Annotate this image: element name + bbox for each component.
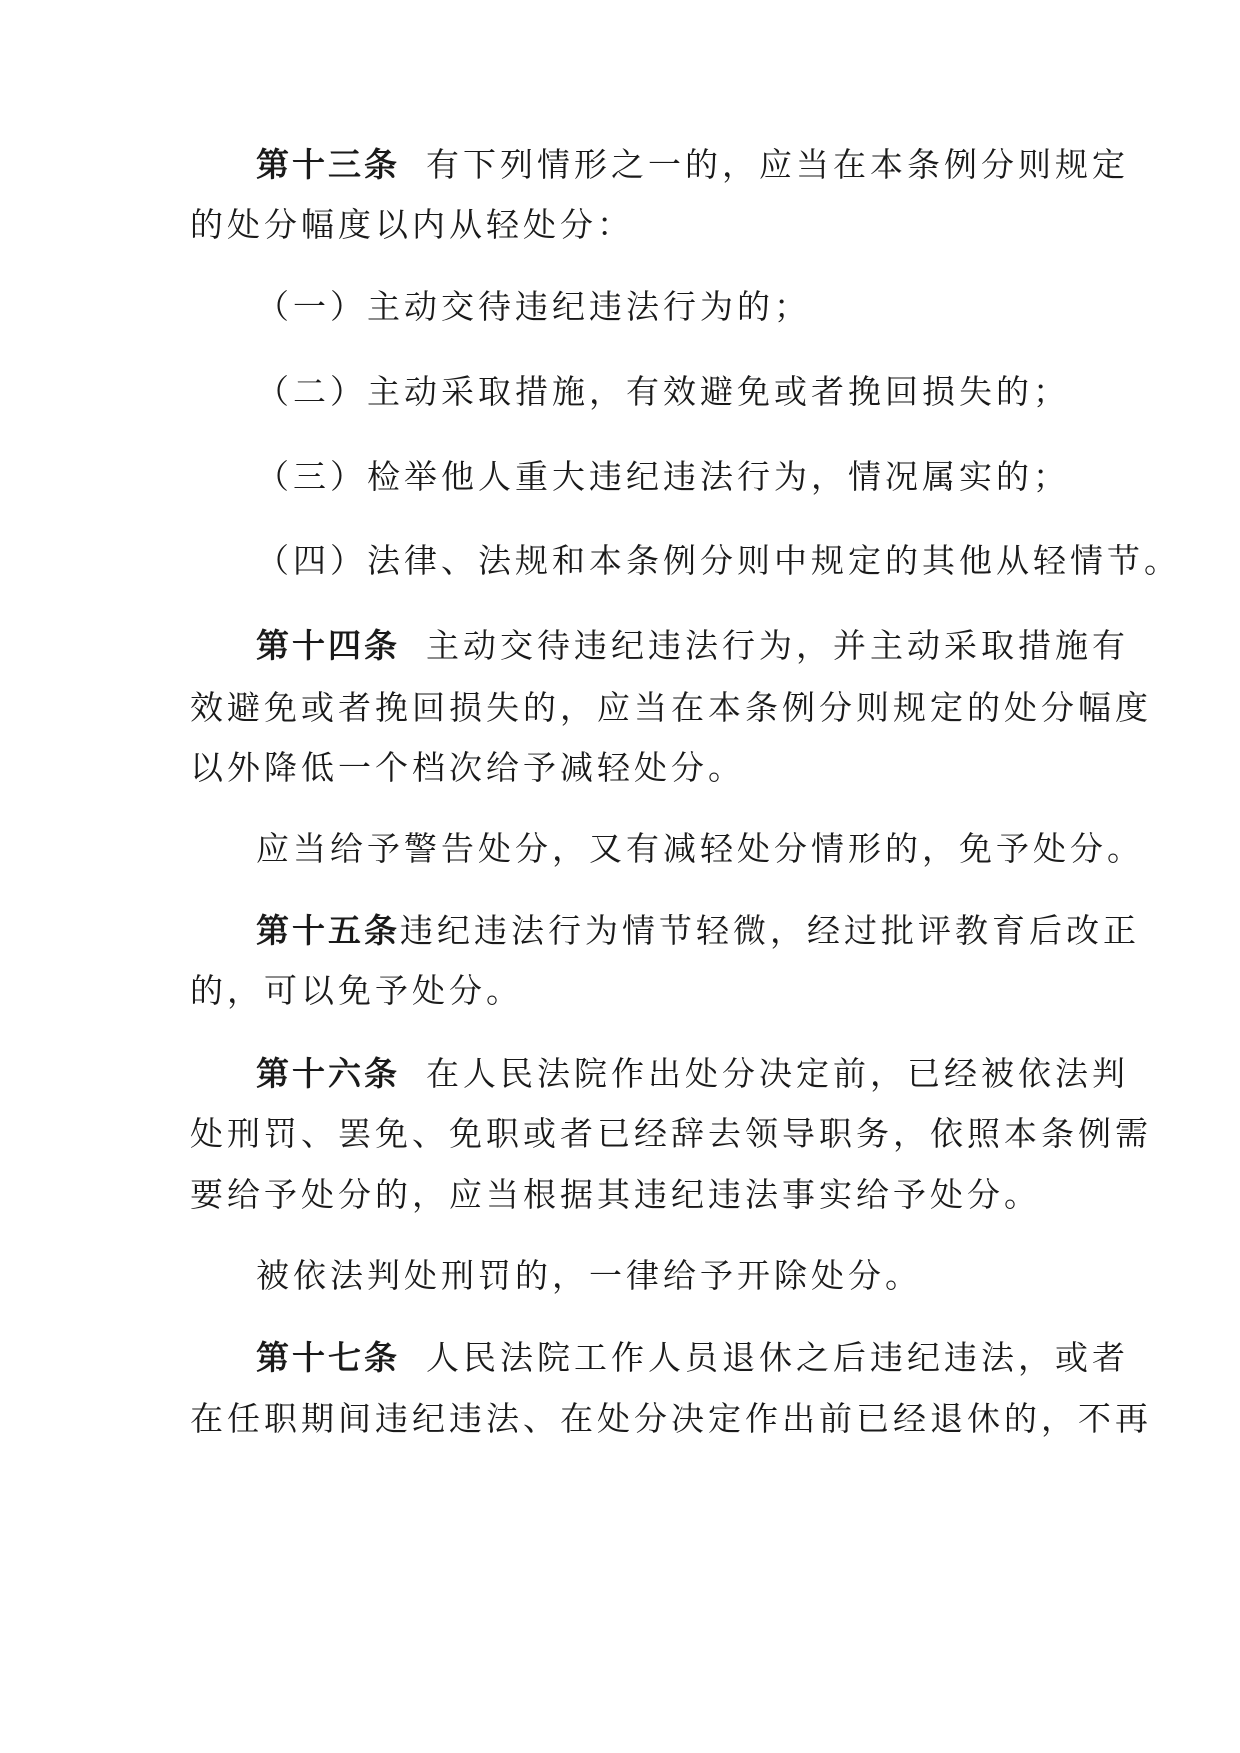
article-14-line-3: 以外降低一个档次给予减轻处分。 (190, 748, 745, 787)
article-15-line-1 (256, 911, 1140, 951)
article-13-item-2: （二）主动采取措施，有效避免或者挽回损失的； (256, 372, 1070, 411)
article-13-item-3: （三）检举他人重大违纪违法行为，情况属实的； (256, 457, 1070, 496)
article-15-heading: 第十五条 (256, 911, 400, 950)
article-16-line-1 (256, 1054, 1136, 1094)
article-17-text-1: 人民法院工作人员退休之后违纪违法，或者 (426, 1338, 1129, 1377)
article-17-line-2: 在任职期间违纪违法、在处分决定作出前已经退休的，不再 (190, 1399, 1152, 1438)
article-16-text-1: 在人民法院作出处分决定前，已经被依法判 (426, 1054, 1129, 1093)
article-15-line-2: 的，可以免予处分。 (190, 971, 523, 1010)
article-14-line-2: 效避免或者挽回损失的，应当在本条例分则规定的处分幅度 (190, 688, 1152, 727)
article-15-text-1: 违纪违法行为情节轻微，经过批评教育后改正 (400, 911, 1140, 950)
article-13-heading: 第十三条 (256, 145, 400, 184)
article-13-item-1: （一）主动交待违纪违法行为的； (256, 287, 811, 326)
article-17-heading: 第十七条 (256, 1338, 400, 1377)
article-14-line-1 (256, 626, 1136, 666)
article-13-text-1: 有下列情形之一的，应当在本条例分则规定 (426, 145, 1129, 184)
article-14-text-1: 主动交待违纪违法行为，并主动采取措施有 (426, 626, 1129, 665)
article-17-line-1 (256, 1338, 1136, 1378)
article-13-item-4: （四）法律、法规和本条例分则中规定的其他从轻情节。 (256, 541, 1181, 580)
article-16-heading: 第十六条 (256, 1054, 400, 1093)
article-13-line-2: 的处分幅度以内从轻处分： (190, 205, 634, 244)
article-14-heading: 第十四条 (256, 626, 400, 665)
article-16-paragraph-2: 被依法判处刑罚的，一律给予开除处分。 (256, 1256, 922, 1295)
article-13-line-1 (256, 145, 1136, 185)
article-14-paragraph-2: 应当给予警告处分，又有减轻处分情形的，免予处分。 (256, 829, 1144, 868)
article-16-line-3: 要给予处分的，应当根据其违纪违法事实给予处分。 (190, 1175, 1041, 1214)
article-16-line-2: 处刑罚、罢免、免职或者已经辞去领导职务，依照本条例需 (190, 1114, 1152, 1153)
